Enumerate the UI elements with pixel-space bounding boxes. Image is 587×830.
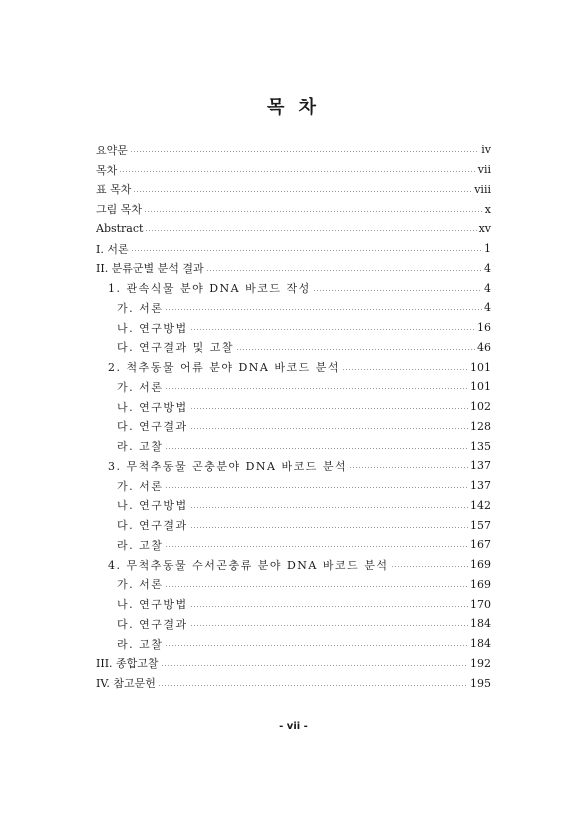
toc-entry-page-number: 192	[470, 656, 491, 670]
toc-entry[interactable]	[96, 140, 491, 160]
toc-entry-page-number: 102	[470, 400, 491, 414]
toc-entry-page-number: 135	[470, 439, 491, 453]
dot-leader	[190, 428, 468, 429]
toc-entry[interactable]	[96, 594, 491, 614]
dot-leader	[144, 211, 483, 212]
toc-entry[interactable]	[96, 476, 491, 496]
toc-entry[interactable]	[96, 180, 491, 200]
toc-entry[interactable]	[96, 338, 491, 358]
table-of-contents	[96, 140, 491, 693]
toc-entry-label: IV. 참고문헌	[96, 677, 156, 691]
toc-entry-label: Abstract	[96, 222, 144, 236]
toc-entry[interactable]	[96, 654, 491, 674]
dot-leader	[190, 606, 468, 607]
toc-entry[interactable]	[96, 199, 491, 219]
toc-entry-page-number: 46	[477, 340, 491, 354]
toc-entry-label: 다. 연구결과 및 고찰	[117, 341, 234, 355]
toc-entry-page-number: 169	[470, 577, 491, 591]
toc-entry[interactable]	[96, 219, 491, 239]
dot-leader	[119, 171, 475, 172]
toc-entry-label: 표 목차	[96, 183, 132, 197]
toc-entry-page-number: 195	[470, 676, 491, 690]
toc-entry-page-number: 137	[470, 479, 491, 493]
toc-entry-label: 다. 연구결과	[117, 617, 188, 631]
toc-entry[interactable]	[96, 160, 491, 180]
toc-entry[interactable]	[96, 555, 491, 575]
toc-entry-page-number: 4	[484, 281, 491, 295]
toc-entry[interactable]	[96, 496, 491, 516]
toc-entry[interactable]	[96, 357, 491, 377]
dot-leader	[165, 645, 468, 646]
dot-leader	[190, 507, 468, 508]
dot-leader	[391, 566, 468, 567]
toc-entry-label: 나. 연구방법	[117, 499, 188, 513]
dot-leader	[165, 448, 468, 449]
toc-entry-page-number: 169	[470, 558, 491, 572]
dot-leader	[190, 625, 468, 626]
toc-entry-label: 나. 연구방법	[117, 598, 188, 612]
toc-entry-page-number: 101	[470, 360, 491, 374]
toc-entry[interactable]	[96, 673, 491, 693]
toc-entry[interactable]	[96, 614, 491, 634]
toc-entry-page-number: 184	[470, 637, 491, 651]
dot-leader	[130, 151, 479, 152]
toc-entry-page-number: 1	[484, 242, 491, 256]
dot-leader	[349, 467, 468, 468]
toc-entry-label: 3. 무척추동물 곤충분야 DNA 바코드 분석	[108, 459, 348, 473]
toc-entry[interactable]	[96, 417, 491, 437]
toc-entry-label: 라. 고찰	[117, 440, 164, 454]
toc-entry-label: 2. 척추동물 어류 분야 DNA 바코드 분석	[108, 361, 340, 375]
toc-entry[interactable]	[96, 436, 491, 456]
toc-entry-page-number: iv	[481, 143, 491, 157]
toc-entry[interactable]	[96, 515, 491, 535]
toc-entry-label: III. 종합고찰	[96, 657, 159, 671]
page-title: 목 차	[266, 97, 321, 118]
toc-entry[interactable]	[96, 278, 491, 298]
toc-entry[interactable]	[96, 456, 491, 476]
toc-entry[interactable]	[96, 239, 491, 259]
toc-entry-label: II. 분류군별 분석 결과	[96, 262, 204, 276]
toc-entry-label: 가. 서론	[117, 380, 164, 394]
toc-entry-label: 요약문	[96, 143, 128, 157]
toc-entry-page-number: x	[484, 202, 491, 216]
toc-entry-label: 그림 목차	[96, 203, 143, 217]
toc-entry-label: 라. 고찰	[117, 637, 164, 651]
toc-entry-label: I. 서론	[96, 242, 129, 256]
toc-entry-label: 목차	[96, 163, 118, 177]
toc-entry-page-number: 170	[470, 597, 491, 611]
toc-entry-page-number: 4	[484, 301, 491, 315]
dot-leader	[190, 527, 468, 528]
toc-entry[interactable]	[96, 318, 491, 338]
toc-entry-page-number: 184	[470, 617, 491, 631]
toc-entry-page-number: 128	[470, 419, 491, 433]
toc-entry-label: 다. 연구결과	[117, 420, 188, 434]
dot-leader	[165, 309, 482, 310]
dot-leader	[165, 546, 468, 547]
dot-leader	[131, 250, 482, 251]
toc-entry-label: 나. 연구방법	[117, 400, 188, 414]
toc-entry-label: 다. 연구결과	[117, 519, 188, 533]
toc-entry-page-number: 101	[470, 380, 491, 394]
dot-leader	[313, 290, 482, 291]
dot-leader	[190, 408, 468, 409]
dot-leader	[190, 329, 475, 330]
dot-leader	[206, 270, 482, 271]
dot-leader	[158, 685, 468, 686]
toc-entry[interactable]	[96, 535, 491, 555]
toc-entry-page-number: 16	[477, 321, 491, 335]
page-number-footer: - vii -	[279, 721, 308, 732]
toc-entry[interactable]	[96, 298, 491, 318]
toc-entry[interactable]	[96, 397, 491, 417]
toc-entry-page-number: 157	[470, 518, 491, 532]
toc-entry[interactable]	[96, 575, 491, 595]
dot-leader	[342, 369, 468, 370]
toc-entry-label: 4. 무척추동물 수서곤충류 분야 DNA 바코드 분석	[108, 558, 389, 572]
toc-entry-label: 가. 서론	[117, 479, 164, 493]
dot-leader	[236, 349, 475, 350]
toc-entry-label: 나. 연구방법	[117, 321, 188, 335]
toc-entry-page-number: vii	[477, 163, 491, 177]
dot-leader	[145, 230, 476, 231]
toc-entry[interactable]	[96, 634, 491, 654]
toc-entry-page-number: 142	[470, 498, 491, 512]
dot-leader	[161, 665, 468, 666]
toc-entry-label: 1. 관속식물 분야 DNA 바코드 작성	[108, 282, 311, 296]
toc-entry-page-number: 167	[470, 538, 491, 552]
toc-entry-label: 라. 고찰	[117, 538, 164, 552]
dot-leader	[165, 487, 468, 488]
toc-entry[interactable]	[96, 259, 491, 279]
dot-leader	[165, 586, 468, 587]
toc-entry-page-number: 137	[470, 459, 491, 473]
toc-entry-label: 가. 서론	[117, 578, 164, 592]
toc-entry-page-number: xv	[478, 222, 491, 236]
dot-leader	[133, 191, 472, 192]
toc-entry-page-number: viii	[474, 182, 491, 196]
dot-leader	[165, 388, 468, 389]
toc-entry-label: 가. 서론	[117, 301, 164, 315]
toc-entry-page-number: 4	[484, 261, 491, 275]
toc-entry[interactable]	[96, 377, 491, 397]
